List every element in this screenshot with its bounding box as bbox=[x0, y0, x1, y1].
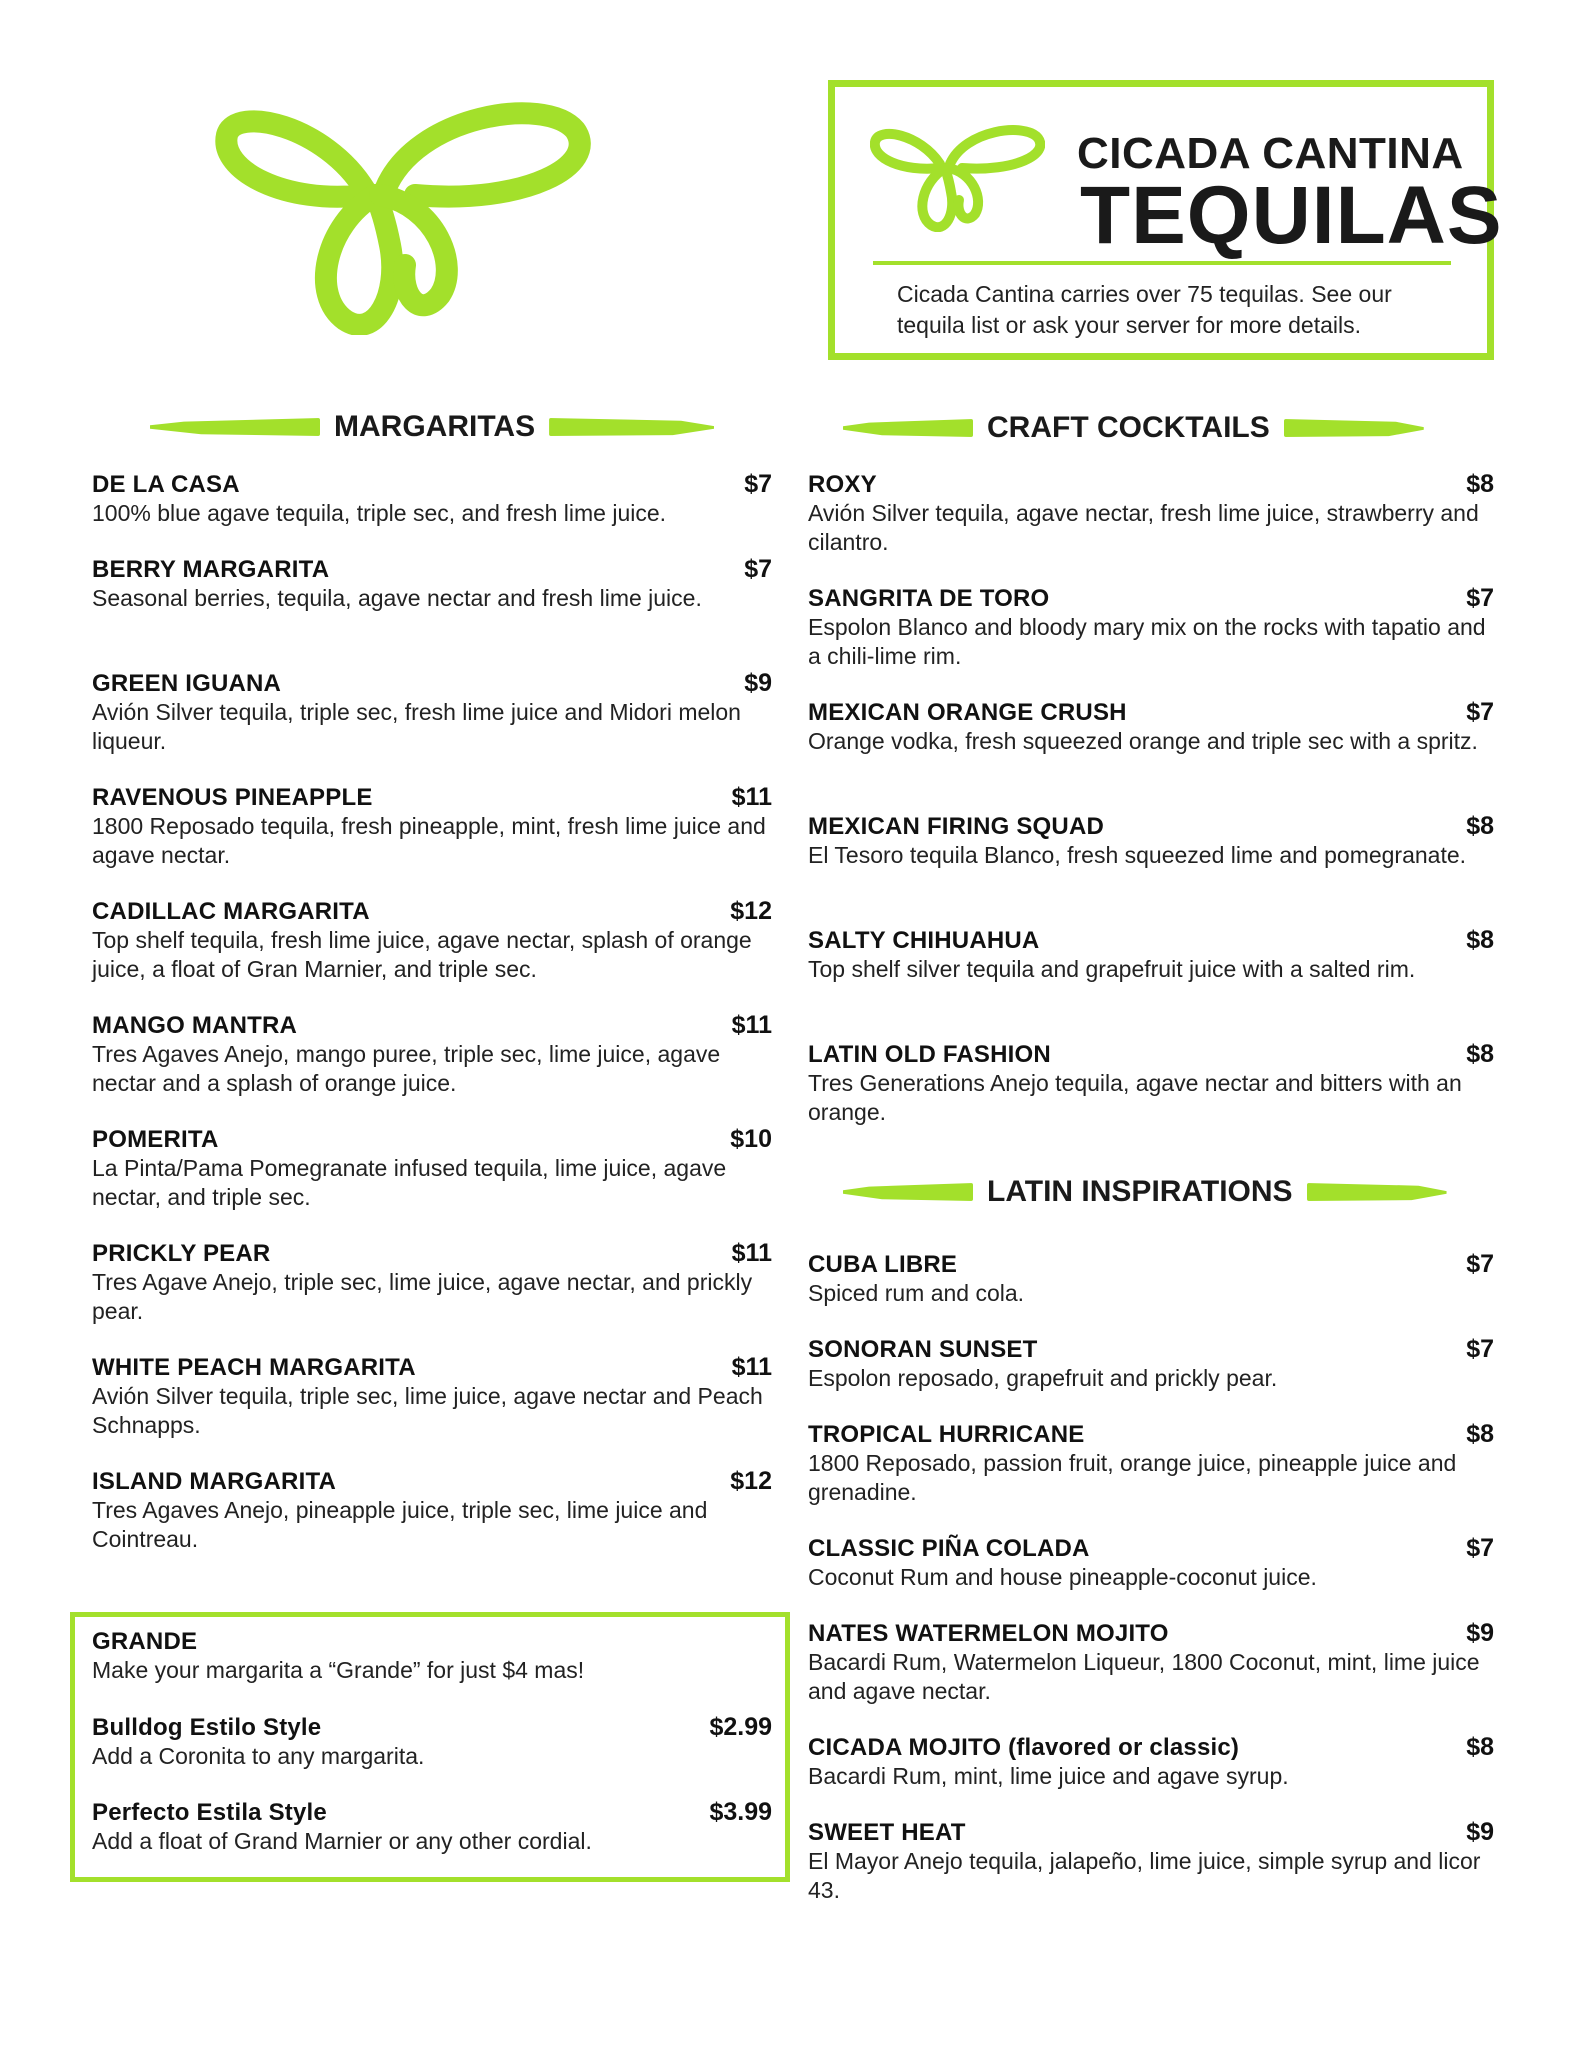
item-price: $9 bbox=[744, 669, 772, 697]
item-description: Tres Generations Anejo tequila, agave nectar and bitters with an orange. bbox=[808, 1070, 1462, 1125]
menu-item bbox=[92, 1467, 772, 1554]
item-name: SALTY CHIHUAHUA bbox=[808, 927, 1040, 954]
item-name: ROXY bbox=[808, 471, 877, 498]
menu-item bbox=[92, 897, 772, 984]
item-price: $2.99 bbox=[709, 1713, 772, 1741]
item-price: $7 bbox=[1466, 584, 1494, 612]
item-description: Espolon Blanco and bloody mary mix on the rocks with tapatio and a chili-lime rim. bbox=[808, 614, 1486, 669]
title-box bbox=[828, 80, 1503, 360]
item-name: CLASSIC PIÑA COLADA bbox=[808, 1535, 1090, 1562]
item-description: Top shelf silver tequila and grapefruit juice with a salted rim. bbox=[808, 956, 1416, 982]
item-description: Seasonal berries, tequila, agave nectar and fresh lime juice. bbox=[92, 585, 702, 611]
brush-stroke-right bbox=[1284, 419, 1424, 437]
menu-item bbox=[808, 812, 1494, 870]
item-description: Top shelf tequila, fresh lime juice, agave nectar, splash of orange juice, a float of Gran Marnier, and triple sec. bbox=[92, 927, 752, 982]
item-description: Avión Silver tequila, triple sec, lime juice, agave nectar and Peach Schnapps. bbox=[92, 1383, 763, 1438]
item-description: Tres Agave Anejo, triple sec, lime juice, agave nectar, and prickly pear. bbox=[92, 1269, 753, 1324]
item-price: $9 bbox=[1466, 1619, 1494, 1647]
item-price: $8 bbox=[1466, 470, 1494, 498]
item-description: 1800 Reposado, passion fruit, orange juice, pineapple juice and grenadine. bbox=[808, 1450, 1457, 1505]
cicada-logo bbox=[215, 95, 595, 335]
item-name: NATES WATERMELON MOJITO bbox=[808, 1620, 1169, 1647]
item-description: Avión Silver tequila, triple sec, fresh lime juice and Midori melon liqueur. bbox=[92, 699, 741, 754]
section-title: MARGARITAS bbox=[334, 410, 536, 443]
page-title: TEQUILAS bbox=[1080, 170, 1503, 261]
item-name: SONORAN SUNSET bbox=[808, 1336, 1038, 1363]
item-name: GRANDE bbox=[92, 1628, 198, 1655]
section-title: CRAFT COCKTAILS bbox=[987, 411, 1270, 444]
item-name: DE LA CASA bbox=[92, 471, 240, 498]
item-description: Spiced rum and cola. bbox=[808, 1280, 1025, 1306]
item-price: $8 bbox=[1466, 1420, 1494, 1448]
extra-item bbox=[92, 1628, 772, 1685]
item-name: SWEET HEAT bbox=[808, 1819, 966, 1846]
menu-item bbox=[808, 1733, 1494, 1791]
cicada-logo-small bbox=[870, 122, 1045, 232]
divider bbox=[873, 261, 1451, 265]
item-name: CICADA MOJITO (flavored or classic) bbox=[808, 1734, 1240, 1761]
menu-item bbox=[92, 783, 772, 870]
brush-stroke-left bbox=[843, 1183, 973, 1201]
item-price: $11 bbox=[731, 1011, 772, 1039]
item-price: $8 bbox=[1466, 1733, 1494, 1761]
menu-item bbox=[808, 1250, 1494, 1308]
item-description: Tres Agaves Anejo, mango puree, triple sec, lime juice, agave nectar and a splash of orange juice. bbox=[92, 1041, 721, 1096]
menu-item bbox=[92, 555, 772, 613]
item-name: CUBA LIBRE bbox=[808, 1251, 958, 1278]
item-description: Espolon reposado, grapefruit and prickly pear. bbox=[808, 1365, 1278, 1391]
item-description: Tres Agaves Anejo, pineapple juice, triple sec, lime juice and Cointreau. bbox=[92, 1497, 708, 1552]
brush-stroke-right bbox=[1307, 1183, 1447, 1201]
restaurant-name: CICADA CANTINA bbox=[1077, 129, 1464, 178]
extra-item bbox=[92, 1713, 772, 1771]
menu-item bbox=[808, 1818, 1494, 1905]
item-description: 100% blue agave tequila, triple sec, and fresh lime juice. bbox=[92, 500, 667, 526]
item-name: WHITE PEACH MARGARITA bbox=[92, 1354, 416, 1381]
item-price: $8 bbox=[1466, 1040, 1494, 1068]
menu-item bbox=[808, 1335, 1494, 1393]
item-description: Avión Silver tequila, agave nectar, fresh lime juice, strawberry and cilantro. bbox=[808, 500, 1479, 555]
menu-item bbox=[92, 1239, 772, 1326]
menu-item bbox=[808, 1420, 1494, 1507]
item-price: $7 bbox=[1466, 698, 1494, 726]
item-description: 1800 Reposado tequila, fresh pineapple, mint, fresh lime juice and agave nectar. bbox=[92, 813, 766, 868]
item-price: $8 bbox=[1466, 926, 1494, 954]
menu-item bbox=[808, 1040, 1494, 1127]
menu-item bbox=[808, 584, 1494, 671]
menu-item bbox=[92, 470, 772, 528]
item-description: Bacardi Rum, Watermelon Liqueur, 1800 Coconut, mint, lime juice and agave nectar. bbox=[808, 1649, 1480, 1704]
brush-stroke-right bbox=[549, 418, 714, 436]
menu-item bbox=[92, 1125, 772, 1212]
item-name: RAVENOUS PINEAPPLE bbox=[92, 784, 373, 811]
item-name: SANGRITA DE TORO bbox=[808, 585, 1050, 612]
brush-stroke-left bbox=[843, 419, 973, 437]
section-header-craft bbox=[843, 408, 1424, 448]
menu-item bbox=[92, 1011, 772, 1098]
item-price: $10 bbox=[730, 1125, 772, 1153]
item-description: Add a float of Grand Marnier or any other cordial. bbox=[92, 1828, 592, 1854]
item-price: $11 bbox=[731, 783, 772, 811]
menu-item bbox=[92, 669, 772, 756]
item-name: MEXICAN FIRING SQUAD bbox=[808, 813, 1105, 840]
menu-item bbox=[808, 470, 1494, 557]
item-description: Coconut Rum and house pineapple-coconut juice. bbox=[808, 1564, 1317, 1590]
item-price: $7 bbox=[744, 555, 772, 583]
section-title: LATIN INSPIRATIONS bbox=[987, 1175, 1293, 1208]
item-price: $7 bbox=[1466, 1335, 1494, 1363]
section-header-latin bbox=[843, 1172, 1447, 1212]
item-price: $8 bbox=[1466, 812, 1494, 840]
item-description: El Tesoro tequila Blanco, fresh squeezed lime and pomegranate. bbox=[808, 842, 1467, 868]
item-description: Orange vodka, fresh squeezed orange and triple sec with a spritz. bbox=[808, 728, 1478, 754]
item-description: La Pinta/Pama Pomegranate infused tequila, lime juice, agave nectar, and triple sec. bbox=[92, 1155, 727, 1210]
item-name: Perfecto Estila Style bbox=[92, 1799, 327, 1826]
item-name: TROPICAL HURRICANE bbox=[808, 1421, 1085, 1448]
item-price: $9 bbox=[1466, 1818, 1494, 1846]
item-name: GREEN IGUANA bbox=[92, 670, 282, 697]
menu-item bbox=[808, 1619, 1494, 1706]
item-name: LATIN OLD FASHION bbox=[808, 1041, 1051, 1068]
menu-item bbox=[808, 698, 1494, 756]
menu-item bbox=[92, 1353, 772, 1440]
item-description: El Mayor Anejo tequila, jalapeño, lime juice, simple syrup and licor 43. bbox=[808, 1848, 1481, 1903]
item-name: MANGO MANTRA bbox=[92, 1012, 298, 1039]
item-price: $12 bbox=[730, 897, 772, 925]
extra-item bbox=[92, 1798, 772, 1856]
item-name: MEXICAN ORANGE CRUSH bbox=[808, 699, 1127, 726]
item-price: $12 bbox=[730, 1467, 772, 1495]
item-description: Bacardi Rum, mint, lime juice and agave syrup. bbox=[808, 1763, 1289, 1789]
section-header-margaritas bbox=[150, 407, 714, 447]
item-description: Add a Coronita to any margarita. bbox=[92, 1743, 425, 1769]
menu-item bbox=[808, 1534, 1494, 1592]
item-price: $11 bbox=[731, 1353, 772, 1381]
item-name: ISLAND MARGARITA bbox=[92, 1468, 337, 1495]
item-name: Bulldog Estilo Style bbox=[92, 1714, 322, 1741]
item-name: CADILLAC MARGARITA bbox=[92, 898, 370, 925]
item-price: $11 bbox=[731, 1239, 772, 1267]
item-description: Make your margarita a “Grande” for just $4 mas! bbox=[92, 1657, 585, 1683]
item-price: $7 bbox=[1466, 1534, 1494, 1562]
item-price: $3.99 bbox=[709, 1798, 772, 1826]
item-price: $7 bbox=[744, 470, 772, 498]
intro-text: Cicada Cantina carries over 75 tequilas. See our tequila list or ask your server for more details. bbox=[897, 281, 1392, 338]
brush-stroke-left bbox=[150, 418, 320, 436]
item-price: $7 bbox=[1466, 1250, 1494, 1278]
item-name: BERRY MARGARITA bbox=[92, 556, 330, 583]
menu-item bbox=[808, 926, 1494, 984]
item-name: PRICKLY PEAR bbox=[92, 1240, 271, 1267]
item-name: POMERITA bbox=[92, 1126, 219, 1153]
